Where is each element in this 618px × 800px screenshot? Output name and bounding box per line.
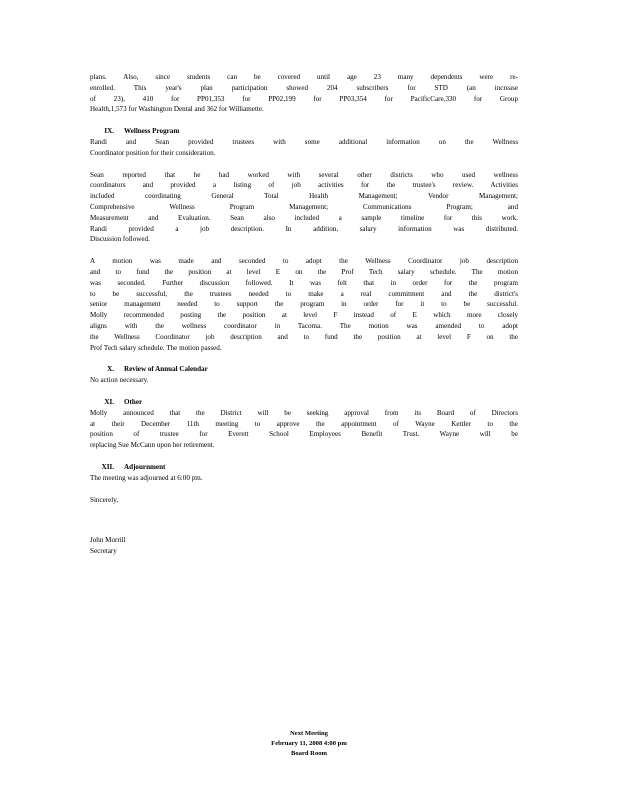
text-line: plans. Also, since students can be covered until age 23 many dependents were re- <box>90 73 518 81</box>
text-line: Coordinator position for their consideration. <box>90 148 216 157</box>
text-line: Molly recommended posting the position at level F instead of E which more closely <box>90 311 518 320</box>
footer-location: Board Room <box>290 750 328 757</box>
text-line: at their December 11th meeting to approve the appointment of Wayne Kettler to the <box>90 419 518 428</box>
text-line: Comprehensive Wellness Program Management; Communications Program; and <box>90 202 518 211</box>
closing: Sincerely, <box>90 495 119 504</box>
text-line: position of trustee for Everett School Employees Benefit Trust. Wayne will be <box>90 430 518 439</box>
section-title: Other <box>124 397 143 406</box>
section-title: Wellness Program <box>124 127 180 136</box>
section-heading <box>90 126 518 137</box>
footer-label: Next Meeting <box>290 730 328 737</box>
text-line: included coordinating General Total Health Management; Vendor Management; <box>90 192 518 201</box>
section-other <box>90 397 518 451</box>
text-line: to be successful, the trustees needed to make a real commitment and the district's <box>90 289 518 298</box>
section-title: Review of Annual Calendar <box>124 365 208 374</box>
paragraph <box>90 375 518 386</box>
text-line: A motion was made and seconded to adopt the Wellness Coordinator job description <box>90 257 518 266</box>
paragraph <box>90 408 518 451</box>
text-line: Randi and Sean provided trustees with some additional information on the Wellness <box>90 137 518 146</box>
footer-date-time: February 11, 2008 4:00 pm <box>271 740 347 747</box>
section-heading <box>90 462 518 473</box>
section-heading <box>90 397 518 408</box>
text-line: senior management needed to support the program in order for it to be successful. <box>90 300 518 309</box>
text-line: No action necessary. <box>90 376 149 385</box>
text-line: Randi provided a job description. In addition, salary information was distributed. <box>90 224 518 233</box>
section-number: XII. <box>101 462 114 471</box>
section-heading <box>90 364 518 375</box>
next-meeting-footer <box>0 729 618 759</box>
text-line: The meeting was adjourned at 6:00 pm. <box>90 473 203 482</box>
section-number: X. <box>107 365 114 374</box>
section-review-annual-calendar <box>90 364 518 386</box>
section-number: IX. <box>104 127 114 136</box>
paragraph <box>90 256 518 353</box>
text-line: of 23), 410 for PP01,353 for PP02,199 for PP03,354 for PacificCare,330 for Group <box>90 94 518 103</box>
text-line: Prof Tech salary schedule. The motion passed. <box>90 343 222 352</box>
text-line: the Wellness Coordinator job description and to fund the position at level F on the <box>90 332 518 341</box>
paragraph <box>90 137 518 159</box>
signature-title: Secretary <box>90 547 117 556</box>
text-line: Health,1,573 for Washington Dental and 362 for Williamette. <box>90 105 264 114</box>
section-number: XI. <box>104 397 114 406</box>
intro-paragraph <box>90 72 518 115</box>
document-body <box>90 72 518 557</box>
text-line: Sean reported that he had worked with several other districts who used wellness <box>90 170 518 179</box>
text-line: enrolled. This year's plan participation showed 204 subscribers for STD (an increase <box>90 83 518 92</box>
text-line: was seconded. Further discussion followed. It was felt that in order for the program <box>90 278 518 287</box>
section-title: Adjournment <box>124 462 166 471</box>
paragraph <box>90 473 518 484</box>
signature-block <box>90 535 518 557</box>
text-line: Molly announced that the District will be seeking approval from its Board of Directors <box>90 408 518 417</box>
text-line: Discussion followed. <box>90 235 150 244</box>
text-line: coordinators and provided a listing of job activities for the trustee's review. Activities <box>90 181 518 190</box>
section-wellness-program <box>90 126 518 353</box>
section-adjournment <box>90 462 518 484</box>
text-line: and to fund the position at level E on the Prof Tech salary schedule. The motion <box>90 267 518 276</box>
text-line: Measurement and Evaluation. Sean also included a sample timeline for this work. <box>90 213 518 222</box>
text-line: aligns with the wellness coordinator in Tacoma. The motion was amended to adopt <box>90 321 518 330</box>
signature-name: John Morrill <box>90 536 126 545</box>
text-line: replacing Sue McCann upon her retirement. <box>90 441 215 450</box>
paragraph <box>90 170 518 246</box>
